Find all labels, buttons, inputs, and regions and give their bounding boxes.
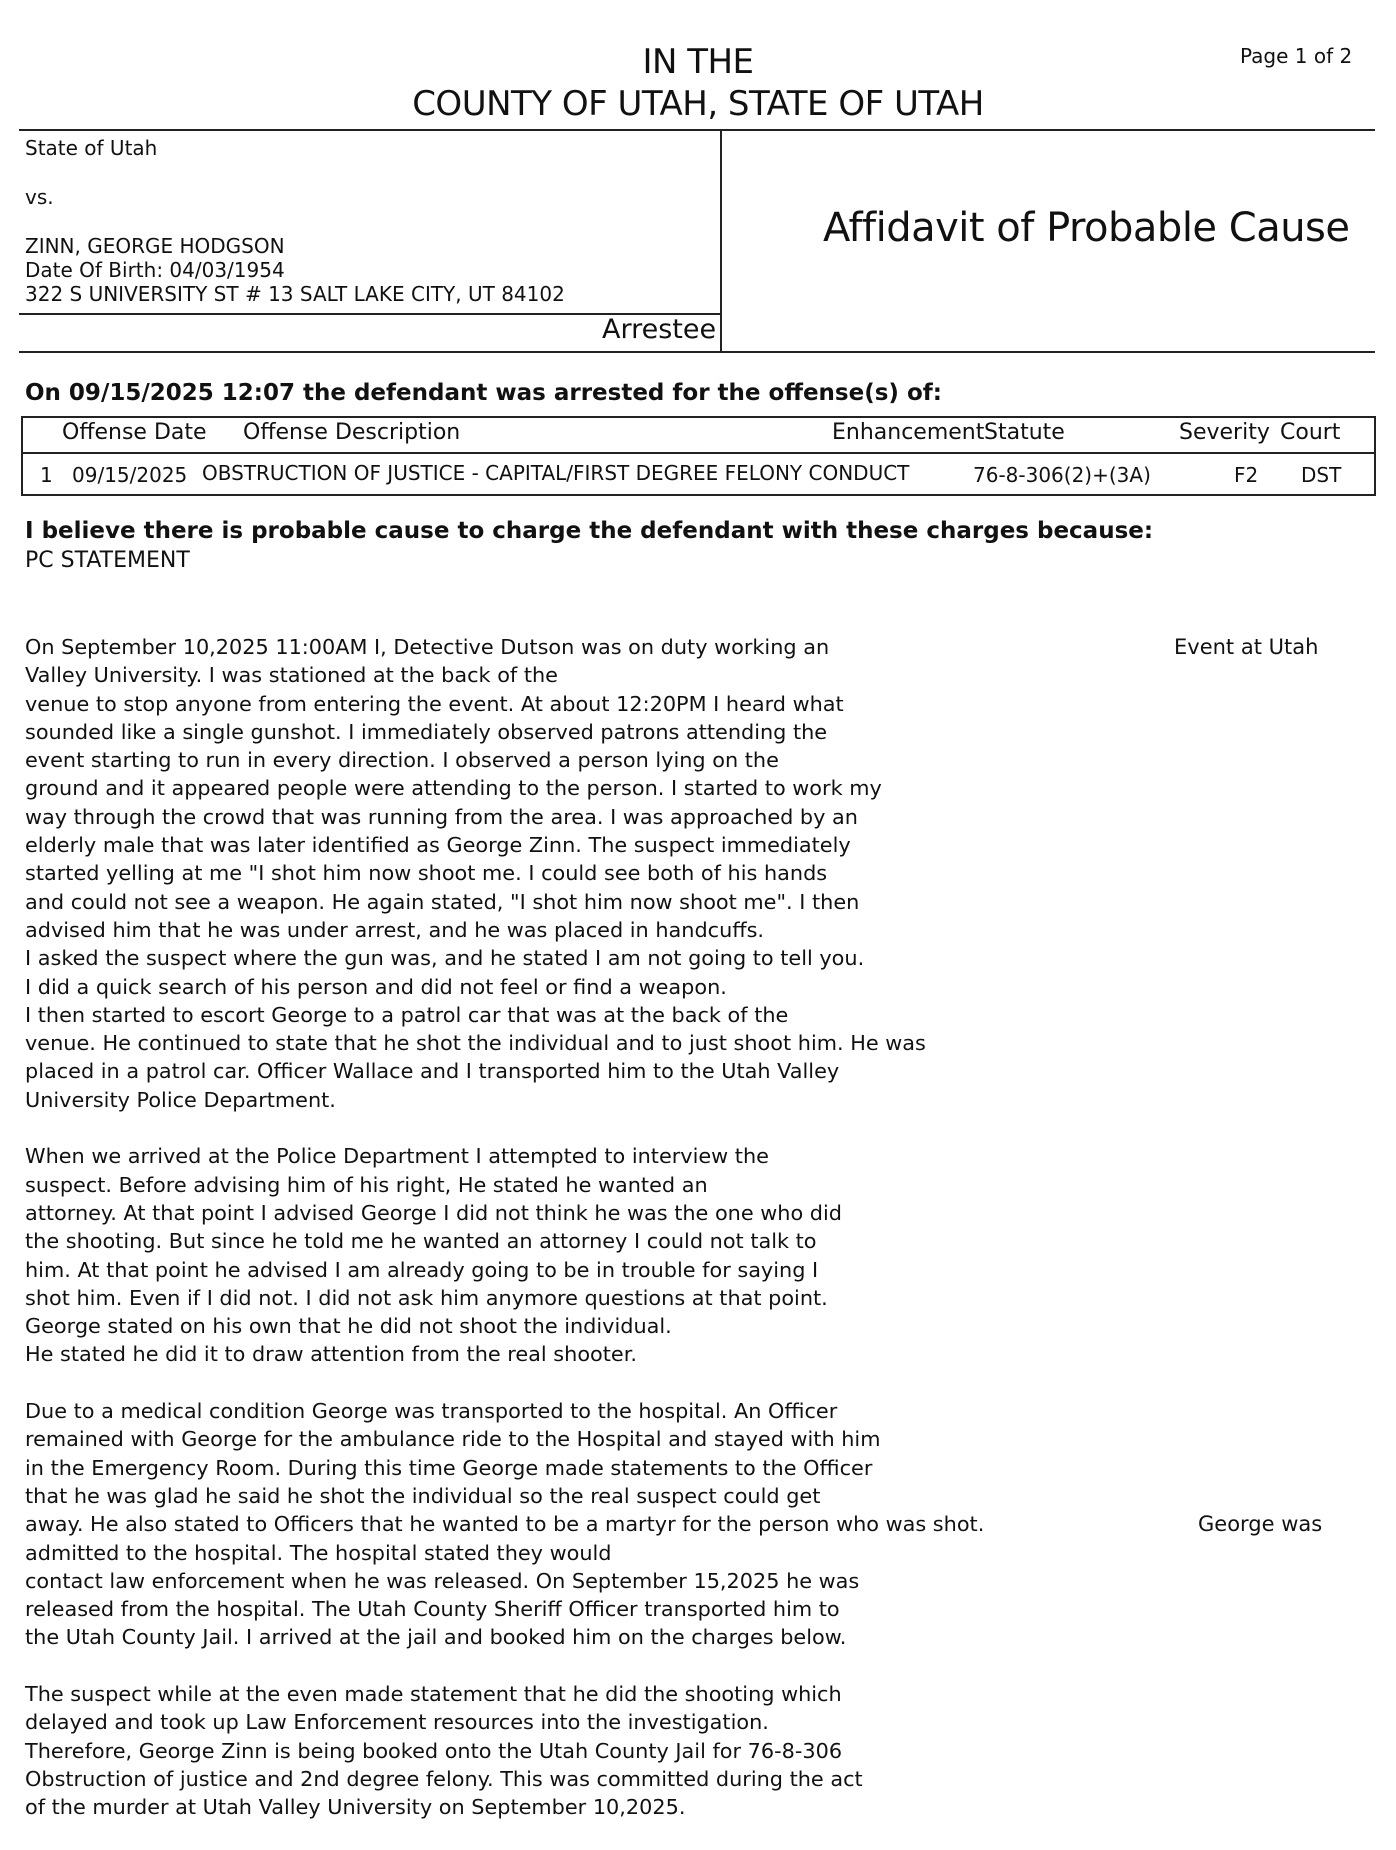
narrative-line: I did a quick search of his person and did not feel or find a weapon. xyxy=(25,974,727,999)
defendant-address: 322 S UNIVERSITY ST # 13 SALT LAKE CITY, UT 84102 xyxy=(25,282,565,306)
narrative-line: Due to a medical condition George was transported to the hospital. An Officer xyxy=(25,1399,838,1424)
narrative-line: event starting to run in every direction. I observed a person lying on the xyxy=(25,748,779,773)
side-note-event: Event at Utah xyxy=(1174,635,1319,659)
defendant-dob: Date Of Birth: 04/03/1954 xyxy=(25,258,285,282)
row-offense-date: 09/15/2025 xyxy=(72,463,188,487)
defendant-name: ZINN, GEORGE HODGSON xyxy=(25,234,285,258)
narrative-line: elderly male that was later identified as George Zinn. The suspect immediately xyxy=(25,833,851,858)
narrative-line: that he was glad he said he shot the individual so the real suspect could get xyxy=(25,1483,821,1508)
offense-table-header-rule xyxy=(21,452,1376,454)
col-statute: Statute xyxy=(984,420,1065,445)
narrative-line: I then started to escort George to a patrol car that was at the back of the xyxy=(25,1002,789,1027)
narrative-line: delayed and took up Law Enforcement resources into the investigation. xyxy=(25,1710,769,1735)
caption-bottom-rule xyxy=(19,351,1375,353)
narrative-line: and could not see a weapon. He again stated, "I shot him now shoot me". I then xyxy=(25,889,860,914)
caption-divider xyxy=(720,129,722,351)
narrative-line: venue. He continued to state that he shot the individual and to just shoot him. He was xyxy=(25,1031,926,1056)
plaintiff: State of Utah xyxy=(25,136,158,160)
narrative-line: him. At that point he advised I am already going to be in trouble for saying I xyxy=(25,1257,819,1282)
col-enhancement: Enhancement xyxy=(832,420,985,445)
narrative-line: admitted to the hospital. The hospital stated they would xyxy=(25,1540,612,1565)
row-severity: F2 xyxy=(1234,463,1259,487)
narrative-line: University Police Department. xyxy=(25,1087,336,1112)
narrative-line: Therefore, George Zinn is being booked onto the Utah County Jail for 76-8-306 xyxy=(25,1738,843,1763)
narrative-line: advised him that he was under arrest, and he was placed in handcuffs. xyxy=(25,917,765,942)
narrative-line: sounded like a single gunshot. I immediately observed patrons attending the xyxy=(25,719,828,744)
col-offense-date: Offense Date xyxy=(62,420,207,445)
row-offense-description: OBSTRUCTION OF JUSTICE - CAPITAL/FIRST DEGREE FELONY CONDUCT xyxy=(202,461,910,485)
narrative-line: the Utah County Jail. I arrived at the jail and booked him on the charges below. xyxy=(25,1625,847,1650)
narrative-line: When we arrived at the Police Department I attempted to interview the xyxy=(25,1144,769,1169)
narrative-paragraph-1 xyxy=(25,633,1125,1114)
narrative-line: away. He also stated to Officers that he wanted to be a martyr for the person who was shot. xyxy=(25,1512,985,1537)
narrative-line: attorney. At that point I advised George I did not think he was the one who did xyxy=(25,1200,842,1225)
row-number: 1 xyxy=(40,463,53,487)
arrest-statement: On 09/15/2025 12:07 the defendant was arrested for the offense(s) of: xyxy=(25,380,942,406)
page-number: Page 1 of 2 xyxy=(1240,44,1353,68)
arrestee-label: Arrestee xyxy=(602,314,717,345)
narrative-line: On September 10,2025 11:00AM I, Detective Dutson was on duty working an xyxy=(25,635,830,659)
versus: vs. xyxy=(25,185,54,209)
col-severity: Severity xyxy=(1179,420,1270,445)
narrative-line: Obstruction of justice and 2nd degree felony. This was committed during the act xyxy=(25,1766,863,1791)
narrative-line: I asked the suspect where the gun was, and he stated I am not going to tell you. xyxy=(25,946,865,971)
court-title-line2: COUNTY OF UTAH, STATE OF UTAH xyxy=(412,84,984,124)
narrative-line: George stated on his own that he did not shoot the individual. xyxy=(25,1314,672,1339)
narrative-line: ground and it appeared people were attending to the person. I started to work my xyxy=(25,776,882,801)
narrative-line: shot him. Even if I did not. I did not ask him anymore questions at that point. xyxy=(25,1285,828,1310)
pc-statement-label: PC STATEMENT xyxy=(25,548,190,573)
narrative-line: Valley University. I was stationed at the back of the xyxy=(25,663,558,688)
narrative-line: the shooting. But since he told me he wanted an attorney I could not talk to xyxy=(25,1229,817,1254)
caption-top-rule xyxy=(19,129,1375,131)
narrative-paragraph-4 xyxy=(25,1680,1125,1821)
side-note-george: George was xyxy=(1198,1512,1323,1536)
narrative-line: The suspect while at the even made statement that he did the shooting which xyxy=(25,1681,842,1706)
narrative-line: placed in a patrol car. Officer Wallace and I transported him to the Utah Valley xyxy=(25,1059,840,1084)
document-title: Affidavit of Probable Cause xyxy=(823,205,1350,251)
court-title-line1: IN THE xyxy=(642,42,754,82)
col-offense-description: Offense Description xyxy=(243,420,461,445)
narrative-line: venue to stop anyone from entering the event. At about 12:20PM I heard what xyxy=(25,691,844,716)
narrative-paragraph-3 xyxy=(25,1397,1125,1652)
row-court: DST xyxy=(1301,463,1342,487)
probable-cause-heading: I believe there is probable cause to charge the defendant with these charges because: xyxy=(25,518,1154,544)
pc-narrative xyxy=(25,633,1125,1850)
narrative-line: of the murder at Utah Valley University on September 10,2025. xyxy=(25,1795,686,1820)
narrative-line: released from the hospital. The Utah County Sheriff Officer transported him to xyxy=(25,1597,840,1622)
narrative-line: started yelling at me "I shot him now shoot me. I could see both of his hands xyxy=(25,861,828,886)
narrative-line: way through the crowd that was running from the area. I was approached by an xyxy=(25,804,858,829)
narrative-line: in the Emergency Room. During this time George made statements to the Officer xyxy=(25,1455,873,1480)
narrative-line: suspect. Before advising him of his right, He stated he wanted an xyxy=(25,1172,708,1197)
narrative-line: remained with George for the ambulance ride to the Hospital and stayed with him xyxy=(25,1427,881,1452)
narrative-line: contact law enforcement when he was released. On September 15,2025 he was xyxy=(25,1568,860,1593)
narrative-paragraph-2 xyxy=(25,1142,1125,1368)
row-statute: 76-8-306(2)+(3A) xyxy=(973,463,1151,487)
col-court: Court xyxy=(1280,420,1341,445)
narrative-line: He stated he did it to draw attention from the real shooter. xyxy=(25,1342,637,1367)
